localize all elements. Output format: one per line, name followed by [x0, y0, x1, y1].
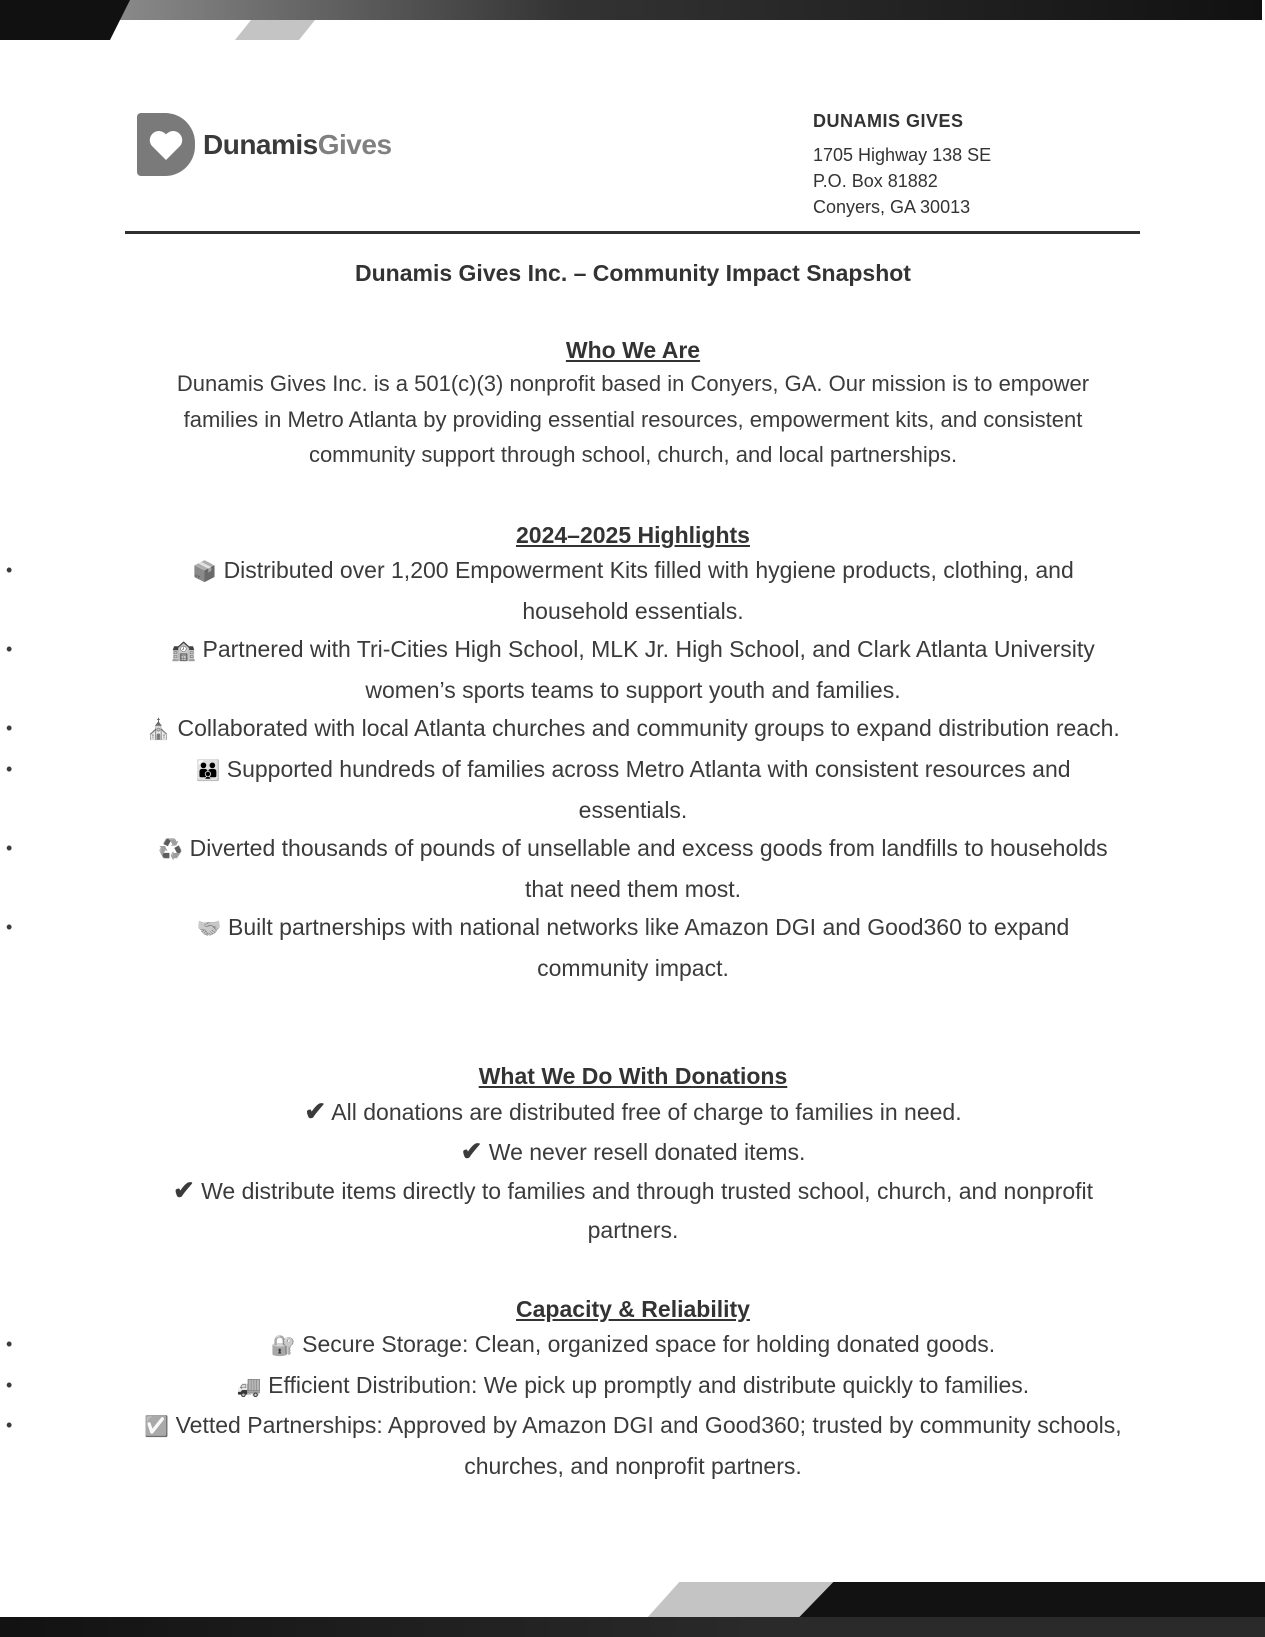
address-line: Conyers, GA 30013: [813, 197, 971, 217]
item-text: Built partnerships with national networks like Amazon DGI and Good360 to expand community impact.: [228, 914, 1070, 981]
section-donations: [140, 1063, 1126, 1249]
item-text: We never resell donated items.: [488, 1138, 806, 1165]
list-item: [6, 908, 1126, 987]
item-text: Partnered with Tri-Cities High School, MLK Jr. High School, and Clark Atlanta University women’s sports teams to support youth and families.: [202, 636, 1095, 703]
checkmark-icon: ✔: [460, 1135, 483, 1166]
footer-bar-decoration: [0, 1617, 1265, 1637]
logo-text: [203, 129, 392, 161]
item-text: We distribute items directly to families and through trusted school, church, and nonprofit partners.: [201, 1178, 1094, 1243]
bullet-icon: •: [6, 639, 13, 660]
bullet-icon: •: [6, 1374, 13, 1395]
section-heading: What We Do With Donations: [478, 1063, 788, 1089]
list-item: [6, 1366, 1126, 1407]
item-text: Secure Storage: Clean, organized space for holding donated goods.: [302, 1331, 996, 1357]
org-name: DUNAMIS GIVES: [813, 111, 964, 131]
header-bar-decoration: [0, 0, 1262, 20]
address-line: P.O. Box 81882: [813, 171, 938, 191]
list-item: [6, 1406, 1126, 1485]
emoji-icon: 📦: [192, 561, 218, 583]
list-item: [140, 1171, 1126, 1249]
bullet-icon: •: [6, 560, 13, 580]
checkmark-icon: ✔: [304, 1096, 327, 1126]
list-item: [6, 630, 1126, 709]
logo-text-a: Dunamis: [203, 128, 318, 160]
item-text: Supported hundreds of families across Metro Atlanta with consistent resources and essentials.: [226, 755, 1071, 823]
emoji-icon: ⛪: [146, 719, 172, 742]
header-block-decoration: [0, 0, 100, 40]
highlights-list: [6, 551, 1126, 988]
who-body: Dunamis Gives Inc. is a 501(c)(3) nonprofit based in Conyers, GA. Our mission is to empower families in Metro Atlanta by providing essential resources, empowerment kits, and consistent community support through school, church, and local partnerships.: [176, 371, 1090, 467]
section-who-we-are: [140, 337, 1126, 473]
bullet-icon: •: [6, 917, 13, 938]
bullet-icon: •: [6, 838, 13, 859]
item-text: Collaborated with local Atlanta churches and community groups to expand distribution reach.: [177, 715, 1120, 742]
emoji-icon: ♻️: [158, 839, 184, 862]
list-item: [140, 1132, 1126, 1172]
capacity-list: [6, 1325, 1126, 1485]
list-item: [140, 1092, 1126, 1132]
emoji-icon: 👪: [195, 759, 221, 782]
bullet-icon: •: [6, 718, 13, 739]
emoji-icon: 🚚: [236, 1375, 262, 1398]
logo-text-b: Gives: [317, 128, 392, 160]
logo: [137, 113, 392, 176]
list-item: [6, 829, 1126, 908]
checkmark-icon: ✔: [172, 1175, 195, 1206]
emoji-icon: 🏫: [171, 640, 197, 663]
emoji-icon: 🤝: [196, 918, 222, 941]
list-item: [6, 1325, 1126, 1366]
emoji-icon: 🔐: [270, 1335, 296, 1357]
item-text: Efficient Distribution: We pick up promptly and distribute quickly to families.: [268, 1371, 1030, 1398]
emoji-icon: ☑️: [144, 1416, 170, 1439]
section-highlights: [6, 522, 1126, 988]
address-line: 1705 Highway 138 SE: [813, 145, 992, 165]
item-text: Diverted thousands of pounds of unsellable and excess goods from landfills to households that need them most.: [189, 835, 1108, 902]
header-slant-decoration: [90, 0, 130, 40]
section-heading: Capacity & Reliability: [516, 1296, 750, 1322]
heart-icon: [137, 113, 195, 176]
list-item: [6, 750, 1126, 829]
section-heading: 2024–2025 Highlights: [516, 522, 750, 548]
list-item: [6, 551, 1126, 630]
section-heading: Who We Are: [565, 337, 701, 363]
donations-list: [140, 1092, 1126, 1249]
header-gray-slant-decoration: [235, 20, 315, 40]
address-block: [813, 108, 991, 220]
section-capacity: [6, 1296, 1126, 1485]
item-text: Distributed over 1,200 Empowerment Kits filled with hygiene products, clothing, and household essentials.: [223, 557, 1074, 624]
bullet-icon: •: [6, 1334, 13, 1354]
header-divider: [125, 231, 1140, 234]
bullet-icon: •: [6, 1415, 13, 1436]
bullet-icon: •: [6, 758, 13, 779]
item-text: Vetted Partnerships: Approved by Amazon DGI and Good360; trusted by community schools, churches, and nonprofit partners.: [175, 1412, 1122, 1479]
document-title: Dunamis Gives Inc. – Community Impact Snapshot: [355, 260, 911, 286]
item-text: All donations are distributed free of charge to families in need.: [331, 1099, 962, 1125]
list-item: [6, 709, 1126, 750]
